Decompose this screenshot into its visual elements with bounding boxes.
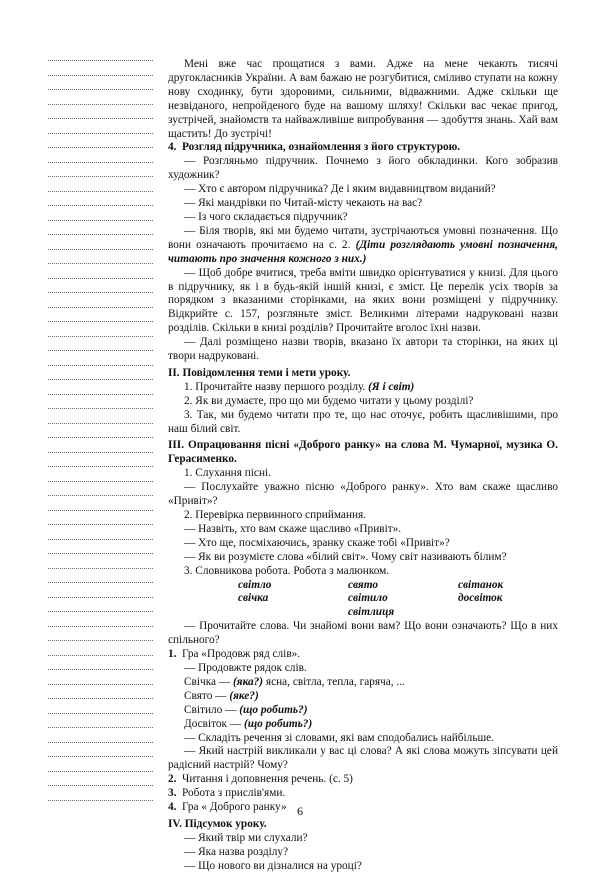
vocabulary-words xyxy=(168,579,558,621)
note-line xyxy=(48,684,153,685)
note-line xyxy=(48,510,153,511)
note-line xyxy=(48,89,153,90)
note-line xyxy=(48,220,153,221)
note-line xyxy=(48,234,153,235)
note-line xyxy=(48,350,153,351)
note-line xyxy=(48,408,153,409)
vocab-word: свято xyxy=(348,578,379,591)
section-heading: 4. Розгляд підручника, ознайомлення з його структурою. xyxy=(168,141,461,154)
note-line xyxy=(48,292,153,293)
question: — Хто ще, посміхаючись, зранку скаже тобі «Привіт»? xyxy=(184,536,450,549)
question: — Розгляньмо підручник. Почнемо з його обкладинки. Кого зобразив художник? xyxy=(168,155,558,182)
question: — Прочитайте слова. Чи знайомі вони вам? Що вони означають? Що в них спільного? xyxy=(168,620,558,647)
note-line xyxy=(48,423,153,424)
section-heading: II. Повідомлення теми і мети уроку. xyxy=(168,366,351,379)
note-line xyxy=(48,249,153,250)
note-line xyxy=(48,597,153,598)
note-line xyxy=(48,771,153,772)
note-line xyxy=(48,539,153,540)
numbered-item: 3. Робота з прислів'ями. xyxy=(168,787,286,800)
note-line xyxy=(48,698,153,699)
note-line xyxy=(48,669,153,670)
question: — Що нового ви дізналися на уроці? xyxy=(184,859,362,872)
note-line xyxy=(48,191,153,192)
vocab-word: світло xyxy=(238,578,272,591)
note-line xyxy=(48,640,153,641)
note-line xyxy=(48,321,153,322)
note-line xyxy=(48,75,153,76)
task: — Продовжте рядок слів. xyxy=(184,661,307,674)
question: — Як ви розумієте слова «білий світ». Чому світ називають білим? xyxy=(184,550,507,563)
task: 1. Прочитайте назву першого розділу. (Я і світ) xyxy=(184,380,415,393)
word-line: Свічка — (яка?) ясна, світла, тепла, гаряча, ... xyxy=(184,675,405,688)
note-line xyxy=(48,626,153,627)
question: — Хто є автором підручника? Де і яким видавництвом виданий? xyxy=(184,183,496,196)
vocab-word: світлиця xyxy=(348,606,395,619)
paragraph: — Біля творів, які ми будемо читати, зустрічаються умовні позначення. Що вони означають прочитаємо на с. 2. (Діти розглядають умовні позначення, читають про значення кожного з них.) xyxy=(168,224,558,265)
note-line xyxy=(48,785,153,786)
note-line xyxy=(48,495,153,496)
question: — Назвіть, хто вам скаже щасливо «Привіт». xyxy=(184,522,402,535)
numbered-item: 1. Гра «Продовж ряд слів». xyxy=(168,648,301,661)
note-line xyxy=(48,655,153,656)
vocab-word xyxy=(458,606,568,620)
notes-margin xyxy=(48,60,153,814)
question: — Із чого складається підручник? xyxy=(184,210,348,223)
paragraph: — Щоб добре вчитися, треба вміти швидко орієнтуватися у книзі. Для цього в підручнику, як і в будь-якій іншій книзі, є зміст. Це перелік усіх творів за порядком з вказаними сторінками, на яких вони розміщені у підручнику. Відкрийте с. 157, розгляньте зміст. Великими літерами надруковані назви розділів. Скільки в книзі розділів? Прочитайте вголос їхні назви. xyxy=(168,266,558,335)
vocab-word: світило xyxy=(348,592,388,605)
note-line xyxy=(48,582,153,583)
note-line xyxy=(48,742,153,743)
word-line: Досвіток — (що робить?) xyxy=(184,717,313,730)
task: 3. Словникова робота. Робота з малюнком. xyxy=(184,564,390,577)
paragraph: — Далі розміщено назви творів, вказано їх автори та сторінки, на яких ці твори надруковані. xyxy=(168,336,558,363)
note-line xyxy=(48,713,153,714)
question: — Який твір ми слухали? xyxy=(184,831,308,844)
numbered-item: 2. Читання і доповнення речень. (с. 5) xyxy=(168,773,353,786)
note-line xyxy=(48,568,153,569)
section-heading: III. Опрацювання пісні «Доброго ранку» на слова М. Чумарної, музика О. Герасименко. xyxy=(168,439,558,466)
note-line xyxy=(48,553,153,554)
task: 2. Як ви думаєте, про що ми будемо читати у цьому розділі? xyxy=(184,394,474,407)
vocab-word xyxy=(238,606,348,620)
note-line xyxy=(48,133,153,134)
task: 1. Слухання пісні. xyxy=(184,467,271,480)
section-heading: IV. Підсумок уроку. xyxy=(168,817,267,830)
word-line: Свято — (яке?) xyxy=(184,689,259,702)
word-line: Світило — (що робить?) xyxy=(184,703,308,716)
note-line xyxy=(48,452,153,453)
note-line xyxy=(48,104,153,105)
note-line xyxy=(48,162,153,163)
question: — Який настрій викликали у вас ці слова? А які слова можуть зіпсувати цей радісний настрій? Чому? xyxy=(168,745,558,772)
vocab-word: світанок xyxy=(458,578,504,591)
note-line xyxy=(48,611,153,612)
question: — Які мандрівки по Читай-місту чекають на вас? xyxy=(184,197,423,210)
question: — Яка назва розділу? xyxy=(184,845,289,858)
note-line xyxy=(48,263,153,264)
vocab-word: досвіток xyxy=(458,592,503,605)
note-line xyxy=(48,278,153,279)
note-line xyxy=(48,118,153,119)
task: 2. Перевірка первинного сприймання. xyxy=(184,509,367,521)
note-line xyxy=(48,176,153,177)
note-line xyxy=(48,60,153,61)
note-line xyxy=(48,800,153,801)
note-line xyxy=(48,756,153,757)
note-line xyxy=(48,466,153,467)
note-line xyxy=(48,727,153,728)
note-line xyxy=(48,336,153,337)
note-line xyxy=(48,379,153,380)
task: 3. Так, ми будемо читати про те, що нас оточує, робить щасливішими, про наш білий світ. xyxy=(168,408,558,435)
note-line xyxy=(48,394,153,395)
note-line xyxy=(48,365,153,366)
numbered-item: 4. Гра « Доброго ранку» xyxy=(168,801,287,814)
note-line xyxy=(48,437,153,438)
page-content xyxy=(168,58,558,874)
vocab-word: свічка xyxy=(238,592,269,605)
note-line xyxy=(48,205,153,206)
note-line xyxy=(48,481,153,482)
question: — Послухайте уважно пісню «Доброго ранку». Хто вам скаже щасливо «Привіт»? xyxy=(168,481,558,508)
note-line xyxy=(48,524,153,525)
page-number: 6 xyxy=(297,804,303,818)
paragraph: Мені вже час прощатися з вами. Адже на мене чекають тисячі другокласників України. А вам бажаю не розгубитися, сміливо ступати на кожну нову сходинку, бути здоровими, сильними, відважними. Адже скільки ще незвіданого, непройденого буде на вашому шляху! Скільки вас чекає пригод, зустрічей, знайомств та найважливіше випробування — здобуття знань. Хай вам щастить! До зустрічі! xyxy=(168,58,558,140)
note-line xyxy=(48,147,153,148)
note-line xyxy=(48,307,153,308)
task: — Складіть речення зі словами, які вам сподобались найбільше. xyxy=(184,731,495,744)
